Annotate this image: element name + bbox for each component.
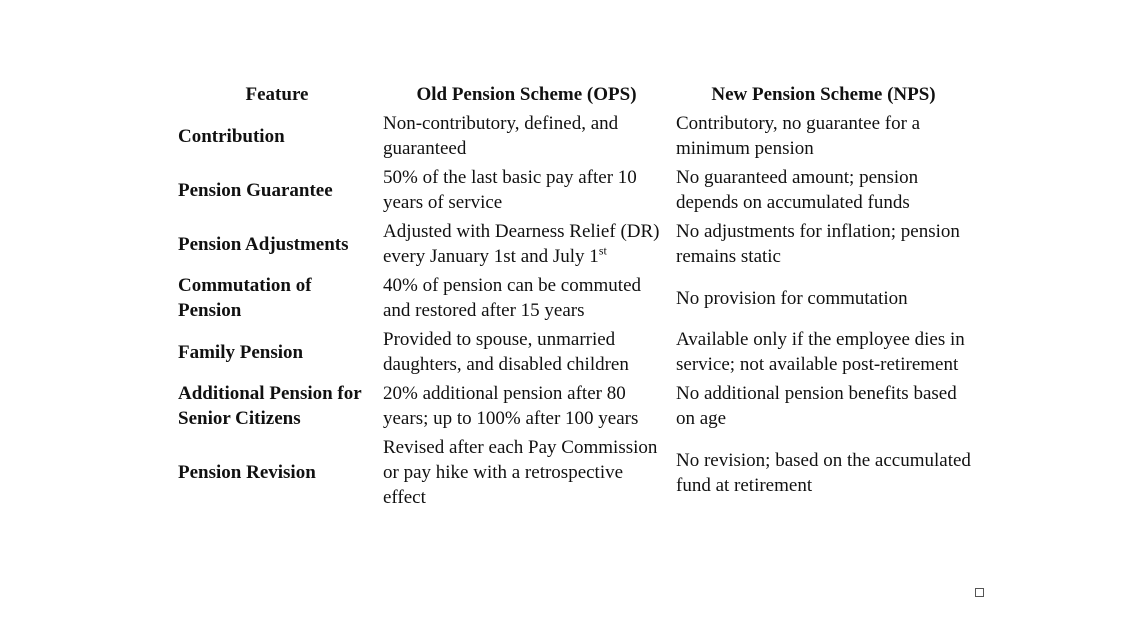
header-ops: Old Pension Scheme (OPS): [416, 84, 637, 105]
nps-cell: No provision for commutation: [676, 287, 908, 309]
feature-cell: Pension Guarantee: [178, 179, 333, 201]
feature-cell: Contribution: [178, 125, 285, 147]
feature-cell: Commutation of Pension: [178, 275, 312, 321]
nps-cell: No additional pension benefits based on age: [676, 383, 957, 429]
feature-cell: Family Pension: [178, 341, 304, 363]
header-feature: Feature: [245, 84, 309, 105]
ops-cell: [380, 217, 673, 271]
table-row: [174, 271, 974, 325]
feature-cell: Pension Adjustments: [178, 233, 349, 255]
nps-cell: Available only if the employee dies in service; not available post-retirement: [676, 329, 965, 375]
pension-comparison-table: [174, 80, 974, 512]
ops-cell: 40% of pension can be commuted and restored after 15 years: [383, 275, 642, 321]
ops-cell: 50% of the last basic pay after 10 years of service: [383, 167, 637, 213]
ops-cell: Non-contributory, defined, and guaranteed: [383, 113, 619, 159]
table-row: [174, 163, 974, 217]
feature-cell: Additional Pension for Senior Citizens: [178, 383, 362, 429]
ops-cell: 20% additional pension after 80 years; up to 100% after 100 years: [383, 383, 639, 429]
square-marker-icon: [975, 588, 984, 597]
comparison-table-container: [174, 80, 984, 512]
ops-cell-text: Adjusted with Dearness Relief (DR) every January 1st and July 1: [383, 221, 660, 267]
ordinal-superscript: st: [598, 243, 607, 258]
table-row: [174, 325, 974, 379]
feature-cell: Pension Revision: [178, 462, 316, 483]
table-row: [174, 379, 974, 433]
table-row: [174, 109, 974, 163]
header-nps: New Pension Scheme (NPS): [711, 84, 936, 105]
table-row: [174, 433, 974, 512]
nps-cell: No guaranteed amount; pension depends on accumulated funds: [676, 167, 919, 213]
nps-cell: Contributory, no guarantee for a minimum pension: [676, 113, 921, 159]
ops-cell: Provided to spouse, unmarried daughters, and disabled children: [383, 329, 629, 375]
ops-cell: Revised after each Pay Commission or pay hike with a retrospective effect: [383, 437, 658, 508]
table-header-row: [174, 80, 974, 109]
table-row: [174, 217, 974, 271]
nps-cell: No adjustments for inflation; pension remains static: [676, 221, 960, 267]
nps-cell: No revision; based on the accumulated fund at retirement: [676, 449, 971, 496]
